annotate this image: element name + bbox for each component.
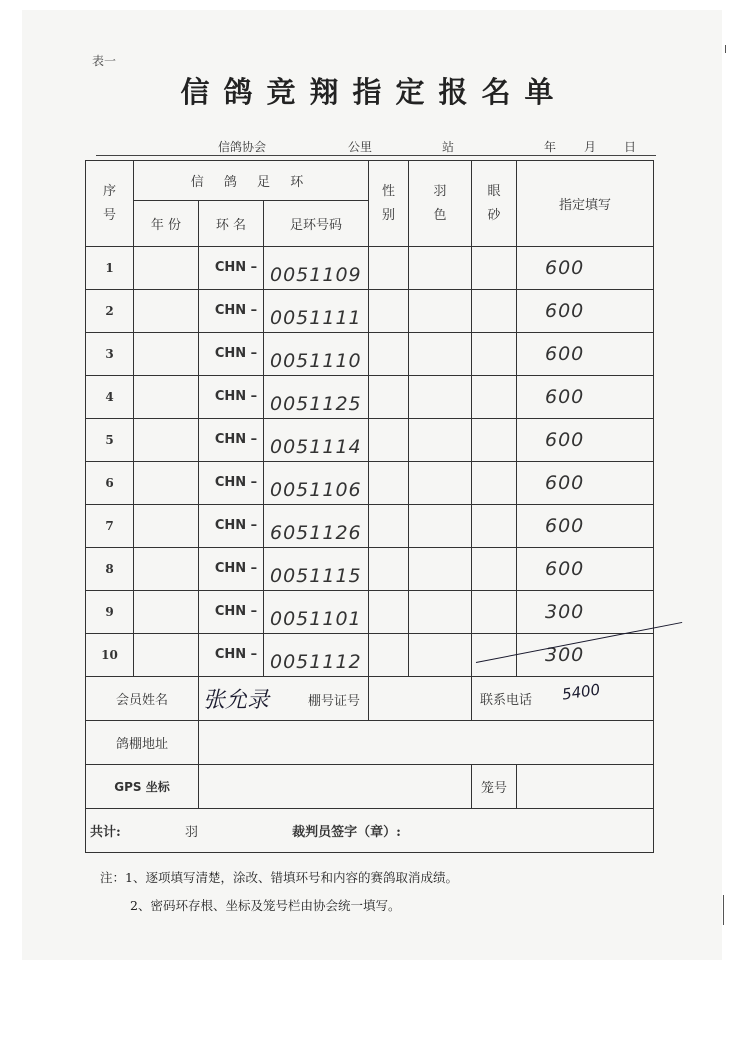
year-cell[interactable]	[134, 462, 199, 505]
day-label: 日	[624, 140, 637, 154]
ring-number-cell[interactable]: 0051114	[264, 419, 369, 462]
row-index: 5	[86, 419, 134, 462]
referee-label: 裁判员签字（章）:	[292, 825, 401, 840]
notes	[100, 864, 458, 920]
phone-value: 5400	[560, 680, 602, 704]
station-label: 站	[442, 140, 455, 154]
ring-name-cell: CHN –	[199, 548, 264, 591]
sex-cell[interactable]	[369, 290, 409, 333]
ring-number-cell[interactable]: 0051106	[264, 462, 369, 505]
phone-label: 联系电话	[480, 693, 533, 708]
cage-field[interactable]	[517, 765, 654, 809]
cage-label: 笼号	[472, 765, 517, 809]
color-cell[interactable]	[409, 634, 472, 677]
sex-cell[interactable]	[369, 376, 409, 419]
color-cell[interactable]	[409, 591, 472, 634]
year-cell[interactable]	[134, 505, 199, 548]
eye-cell[interactable]	[472, 462, 517, 505]
ring-number-col-header: 足环号码	[264, 201, 369, 247]
feather-unit: 羽	[184, 825, 198, 840]
registration-table	[85, 160, 654, 853]
ring-name-cell: CHN –	[199, 591, 264, 634]
table-row	[86, 333, 654, 376]
ring-group-header: 信 鸽 足 环	[134, 161, 369, 201]
header-underline	[96, 155, 656, 156]
table-row	[86, 419, 654, 462]
seq-header-text: 序号	[102, 183, 116, 223]
year-label: 年	[544, 140, 557, 154]
row-index: 2	[86, 290, 134, 333]
ring-number-cell[interactable]: 0051112	[264, 634, 369, 677]
table-row	[86, 505, 654, 548]
table-row	[86, 634, 654, 677]
ring-number-cell[interactable]: 0051111	[264, 290, 369, 333]
row-index: 3	[86, 333, 134, 376]
row-index: 9	[86, 591, 134, 634]
table-row	[86, 247, 654, 290]
total-label: 共计:	[90, 825, 121, 840]
color-header-text: 羽色	[433, 183, 447, 223]
color-header	[409, 161, 472, 247]
seq-header	[86, 161, 134, 247]
designated-distance-cell[interactable]: 600	[517, 419, 654, 462]
ring-number-cell[interactable]: 0051109	[264, 247, 369, 290]
gps-label: GPS 坐标	[86, 765, 199, 809]
eye-cell[interactable]	[472, 247, 517, 290]
year-cell[interactable]	[134, 634, 199, 677]
sex-cell[interactable]	[369, 591, 409, 634]
row-index: 6	[86, 462, 134, 505]
ring-name-cell: CHN –	[199, 505, 264, 548]
note-2: 2、密码环存根、坐标及笼号栏由协会统一填写。	[130, 898, 401, 913]
color-cell[interactable]	[409, 290, 472, 333]
ring-name-cell: CHN –	[199, 462, 264, 505]
eye-header	[472, 161, 517, 247]
ring-number-cell[interactable]: 0051125	[264, 376, 369, 419]
color-cell[interactable]	[409, 548, 472, 591]
year-cell[interactable]	[134, 548, 199, 591]
ring-name-cell: CHN –	[199, 634, 264, 677]
designated-distance-cell[interactable]: 300	[517, 591, 654, 634]
year-cell[interactable]	[134, 333, 199, 376]
sex-cell[interactable]	[369, 548, 409, 591]
row-index: 10	[86, 634, 134, 677]
sex-header-text: 性别	[381, 183, 395, 223]
eye-header-text: 眼砂	[487, 183, 501, 223]
designated-distance-cell[interactable]: 600	[517, 548, 654, 591]
designated-distance-cell[interactable]: 600	[517, 505, 654, 548]
row-index: 4	[86, 376, 134, 419]
sex-header	[369, 161, 409, 247]
eye-cell[interactable]	[472, 333, 517, 376]
designated-distance-cell[interactable]: 300	[517, 634, 654, 677]
member-name-field[interactable]	[199, 677, 369, 721]
row-index: 1	[86, 247, 134, 290]
eye-cell[interactable]	[472, 290, 517, 333]
table-row	[86, 591, 654, 634]
table-row	[86, 548, 654, 591]
sex-cell[interactable]	[369, 419, 409, 462]
table-row	[86, 462, 654, 505]
ring-name-cell: CHN –	[199, 247, 264, 290]
ring-name-cell: CHN –	[199, 419, 264, 462]
year-cell[interactable]	[134, 247, 199, 290]
ring-number-cell[interactable]: 0051101	[264, 591, 369, 634]
loft-cert-field[interactable]	[369, 677, 472, 721]
year-cell[interactable]	[134, 591, 199, 634]
ring-name-cell: CHN –	[199, 290, 264, 333]
color-cell[interactable]	[409, 419, 472, 462]
designated-distance-cell[interactable]: 600	[517, 333, 654, 376]
color-cell[interactable]	[409, 333, 472, 376]
edge-mark	[725, 45, 726, 53]
year-col-header: 年 份	[134, 201, 199, 247]
eye-cell[interactable]	[472, 591, 517, 634]
sex-cell[interactable]	[369, 462, 409, 505]
designated-header: 指定填写	[517, 161, 654, 247]
row-index: 7	[86, 505, 134, 548]
member-name-value: 张允录	[203, 688, 270, 713]
year-cell[interactable]	[134, 376, 199, 419]
table-row	[86, 290, 654, 333]
sex-cell[interactable]	[369, 505, 409, 548]
form-title: 信鸽竞翔指定报名单	[180, 75, 568, 109]
designated-distance-cell[interactable]: 600	[517, 462, 654, 505]
ring-number-cell[interactable]: 0051115	[264, 548, 369, 591]
year-cell[interactable]	[134, 419, 199, 462]
color-cell[interactable]	[409, 505, 472, 548]
month-label: 月	[584, 140, 597, 154]
sex-cell[interactable]	[369, 333, 409, 376]
sex-cell[interactable]	[369, 247, 409, 290]
table-row	[86, 376, 654, 419]
color-cell[interactable]	[409, 462, 472, 505]
form-code: 表一	[92, 54, 117, 68]
eye-cell[interactable]	[472, 419, 517, 462]
member-name-label: 会员姓名	[86, 677, 199, 721]
ring-name-col-header: 环 名	[199, 201, 264, 247]
loft-address-label: 鸽棚地址	[86, 721, 199, 765]
designated-distance-cell[interactable]: 600	[517, 376, 654, 419]
edge-mark	[723, 895, 724, 925]
color-cell[interactable]	[409, 247, 472, 290]
color-cell[interactable]	[409, 376, 472, 419]
association-label: 信鸽协会	[218, 140, 267, 154]
ring-number-cell[interactable]: 6051126	[264, 505, 369, 548]
loft-cert-label: 棚号证号	[307, 694, 360, 709]
year-cell[interactable]	[134, 290, 199, 333]
eye-cell[interactable]	[472, 505, 517, 548]
loft-address-field[interactable]	[199, 721, 654, 765]
designated-distance-cell[interactable]: 600	[517, 290, 654, 333]
designated-distance-cell[interactable]: 600	[517, 247, 654, 290]
gps-field[interactable]	[199, 765, 472, 809]
total-row	[86, 809, 654, 853]
note-1: 注：1、逐项填写清楚，涂改、错填环号和内容的赛鸽取消成绩。	[100, 870, 458, 885]
ring-number-cell[interactable]: 0051110	[264, 333, 369, 376]
ring-name-cell: CHN –	[199, 333, 264, 376]
eye-cell[interactable]	[472, 376, 517, 419]
distance-unit-label: 公里	[348, 140, 373, 154]
row-index: 8	[86, 548, 134, 591]
eye-cell[interactable]	[472, 548, 517, 591]
sex-cell[interactable]	[369, 634, 409, 677]
ring-name-cell: CHN –	[199, 376, 264, 419]
